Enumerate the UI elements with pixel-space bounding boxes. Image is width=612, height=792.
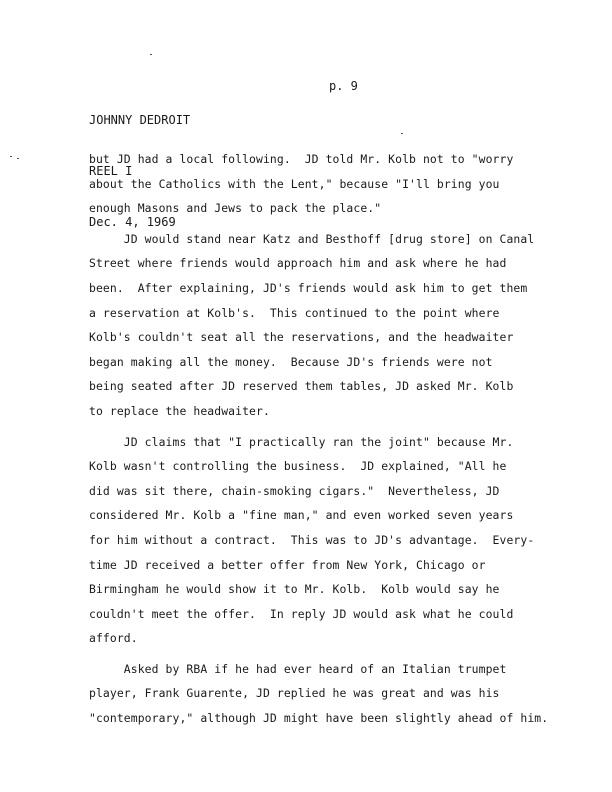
text-line: JD would stand near Katz and Besthoff [drug store] on Canal (89, 231, 535, 246)
text-line: Birmingham he would show it to Mr. Kolb. Kolb would say he (89, 582, 500, 597)
text-line: been. After explaining, JD's friends would ask him to get them (89, 280, 528, 295)
text-line: for him without a contract. This was to JD's advantage. Every- (89, 532, 535, 547)
scan-speck (150, 54, 152, 55)
text-line: time JD received a better offer from New York, Chicago or (89, 557, 486, 572)
text-line: did was sit there, chain-smoking cigars." Nevertheless, JD (89, 483, 500, 498)
paragraph (89, 227, 567, 424)
paragraph (89, 147, 567, 221)
text-line: being seated after JD reserved them tables, JD asked Mr. Kolb (89, 379, 514, 394)
text-line: Kolb's couldn't seat all the reservations, and the headwaiter (89, 330, 514, 345)
paragraph (89, 657, 567, 731)
text-line: a reservation at Kolb's. This continued to the point where (89, 305, 500, 320)
text-line: to replace the headwaiter. (89, 403, 270, 418)
text-line: player, Frank Guarente, JD replied he was great and was his (89, 686, 500, 701)
scan-speck (10, 156, 12, 157)
text-line: Kolb wasn't controlling the business. JD explained, "All he (89, 459, 507, 474)
text-line: enough Masons and Jews to pack the place." (89, 201, 382, 216)
transcript-body (89, 147, 567, 731)
text-line: afford. (89, 631, 138, 646)
scan-speck (401, 133, 403, 134)
text-line: about the Catholics with the Lent," because "I'll bring you (89, 176, 500, 191)
paragraph (89, 430, 567, 651)
text-line: JD claims that "I practically ran the joint" because Mr. (89, 434, 514, 449)
header-reel: REEL I (89, 164, 133, 178)
text-line: Street where friends would approach him and ask where he had (89, 256, 507, 271)
text-line: began making all the money. Because JD's friends were not (89, 354, 493, 369)
header-name: JOHNNY DEDROIT (89, 113, 191, 127)
text-line: "contemporary," although JD might have been slightly ahead of him. (89, 711, 549, 726)
scan-speck (17, 158, 19, 159)
text-line: couldn't meet the offer. In reply JD would ask what he could (89, 606, 514, 621)
text-line: but JD had a local following. JD told Mr. Kolb not to "worry (89, 152, 514, 166)
text-line: Asked by RBA if he had ever heard of an Italian trumpet (89, 661, 507, 676)
header-date: Dec. 4, 1969 (89, 215, 176, 229)
page-number: p. 9 (329, 79, 358, 93)
text-line: considered Mr. Kolb a "fine man," and even worked seven years (89, 508, 514, 523)
